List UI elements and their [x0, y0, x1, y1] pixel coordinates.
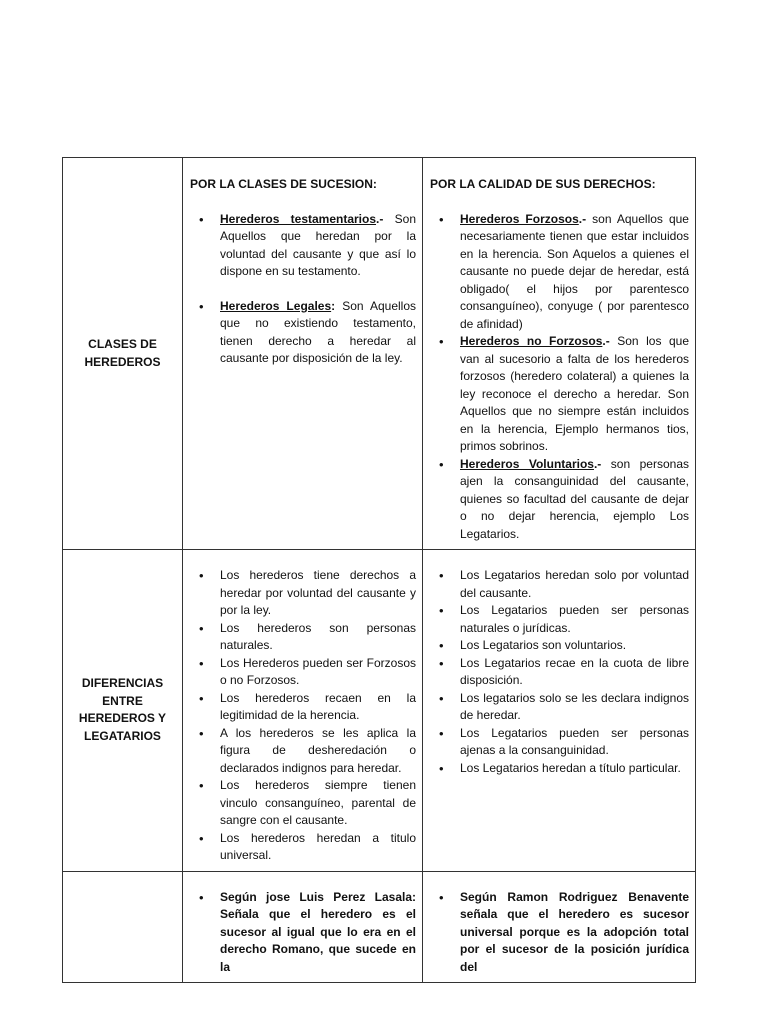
- list-item: • Los Legatarios heredan solo por voluntad del causante.: [460, 567, 689, 602]
- cell-legatarios-list: [423, 550, 696, 872]
- row-label-diferencias: DIFERENCIAS ENTRE HEREDEROS Y LEGATARIOS: [63, 550, 183, 872]
- cell-clases-sucesion: [183, 158, 423, 550]
- table-row: [63, 158, 696, 550]
- list-item: • Los Legatarios heredan a título particular.: [460, 760, 689, 778]
- table-row: [63, 550, 696, 872]
- bullet-list: [190, 211, 416, 368]
- cell-perez-lasala: [183, 871, 423, 983]
- comparison-table: [62, 157, 696, 983]
- list-item: • Los Legatarios recae en la cuota de libre disposición.: [460, 655, 689, 690]
- bullet-list: [190, 889, 416, 977]
- cell-calidad-derechos: [423, 158, 696, 550]
- list-item: • Los herederos son personas naturales.: [220, 620, 416, 655]
- row-label-empty: [63, 871, 183, 983]
- bullet-list: [190, 567, 416, 865]
- list-item: • Los herederos heredan a titulo universal.: [220, 830, 416, 865]
- bullet-list: [430, 889, 689, 977]
- cell-herederos-list: [183, 550, 423, 872]
- list-item: • Los Legatarios pueden ser personas naturales o jurídicas.: [460, 602, 689, 637]
- list-item: • Los Legatarios son voluntarios.: [460, 637, 689, 655]
- list-item: • Los Herederos pueden ser Forzosos o no Forzosos.: [220, 655, 416, 690]
- list-item: • Según jose Luis Perez Lasala: Señala que el heredero es el sucesor al igual que lo era en el derecho Romano, que sucede en la: [220, 889, 416, 977]
- row-label-clases-de-herederos: CLASES DE HEREDEROS: [63, 158, 183, 550]
- list-item: • Herederos testamentarios.- Son Aquellos que heredan por la voluntad del causante y que así lo dispone en su testamento.: [220, 211, 416, 281]
- list-item: • Los Legatarios pueden ser personas ajenas a la consanguinidad.: [460, 725, 689, 760]
- list-item: • Los herederos recaen en la legitimidad de la herencia.: [220, 690, 416, 725]
- table-row: [63, 871, 696, 983]
- list-item: • Los herederos siempre tienen vinculo consanguíneo, parental de sangre con el causante.: [220, 777, 416, 830]
- bullet-list: [430, 567, 689, 777]
- list-item: • Los legatarios solo se les declara indignos de heredar.: [460, 690, 689, 725]
- list-item: • Herederos Legales: Son Aquellos que no existiendo testamento, tienen derecho a heredar al causante por disposición de la ley.: [220, 298, 416, 368]
- list-item: • Herederos Voluntarios.- son personas ajen la consanguinidad del causante, quienes so facultad del causante de dejar o no dejar herencia, ejemplo Los Legatarios.: [460, 456, 689, 544]
- list-item: • Herederos no Forzosos.- Son los que van al sucesorio a falta de los herederos forzosos (heredero colateral) a quienes la ley reconoce el derecho a heredar. Son Aquellos que no siempre están incluidos en la herencia, Ejemplo hermanos tios, primos sobrinos.: [460, 333, 689, 456]
- bullet-list: [430, 211, 689, 544]
- list-item: • Los herederos tiene derechos a heredar por voluntad del causante y por la ley.: [220, 567, 416, 620]
- cell-rodriguez-benavente: [423, 871, 696, 983]
- column-header-clases-sucesion: POR LA CLASES DE SUCESION:: [190, 177, 377, 191]
- column-header-calidad-derechos: POR LA CALIDAD DE SUS DERECHOS:: [430, 177, 656, 191]
- list-item: • Herederos Forzosos.- son Aquellos que necesariamente tienen que estar incluidos en la herencia. Son Aquelos a quienes el causante no puede dejar de heredar, está obligado( el hijos por parentesco consanguíneo), conyuge ( por parentesco de afinidad): [460, 211, 689, 334]
- list-item: • A los herederos se les aplica la figura de desheredación o declarados indignos para heredar.: [220, 725, 416, 778]
- list-item: • Según Ramon Rodriguez Benavente señala que el heredero es sucesor universal porque es la adopción total por el sucesor de la posición jurídica del: [460, 889, 689, 977]
